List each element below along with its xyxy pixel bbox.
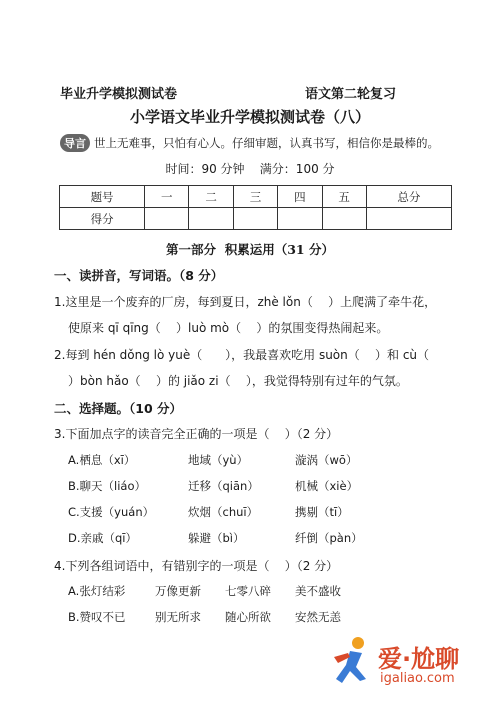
score-cell-header: 三 <box>233 186 277 208</box>
score-table <box>59 185 452 230</box>
q3-option-c-1: C.支援（yuán） <box>68 505 155 519</box>
time-line: 时间：90 分钟 满分：100 分 <box>165 162 335 176</box>
header-left: 毕业升学模拟测试卷 <box>60 87 178 102</box>
q3-option-d-3: 纤倒（pàn） <box>295 531 363 545</box>
q3-option-b-1: B.聊天（liáo） <box>68 479 147 493</box>
score-cell-header: 总分 <box>366 186 451 208</box>
section2-title: 二、选择题。（10 分） <box>54 401 182 416</box>
q4-option-b-4: 安然无恙 <box>295 610 341 624</box>
q3-option-c-2: 炊烟（chuī） <box>188 505 259 519</box>
q4-option-b-3: 随心所欲 <box>225 610 271 624</box>
intro-line <box>60 132 439 152</box>
score-cell-header: 一 <box>145 186 189 208</box>
intro-badge: 导言 <box>60 134 90 152</box>
score-row-label: 得分 <box>60 208 145 230</box>
q2-line2: ）bòn hǎo（ ）的 jiǎo zi（ ），我觉得特别有过年的气氛。 <box>68 374 408 388</box>
q1-line1: 1.这里是一个废弃的厂房，每到夏日，zhè lǒn（ ）上爬满了牵牛花， <box>54 295 437 309</box>
part-heading: 第一部分 积累运用（31 分） <box>166 242 334 257</box>
watermark-logo <box>328 635 488 695</box>
q3-option-a-1: A.栖息（xī） <box>68 453 136 467</box>
q3-option-d-1: D.亲戚（qī） <box>68 531 138 545</box>
score-cell <box>278 208 322 230</box>
score-cell-header: 四 <box>278 186 322 208</box>
q2-line1: 2.每到 hén dǒng lò yuè（ ），我最喜欢吃用 suòn（ ）和 cù（ <box>54 348 430 362</box>
runner-icon <box>328 635 376 691</box>
score-cell <box>322 208 366 230</box>
score-cell-header: 题号 <box>60 186 145 208</box>
watermark-url: igaliao.com <box>380 671 455 686</box>
q4-option-a-2: 万像更新 <box>155 584 201 598</box>
score-cell <box>189 208 233 230</box>
score-cell-header: 二 <box>189 186 233 208</box>
q3-stem: 3.下面加点字的读音完全正确的一项是（ ）（2 分） <box>54 427 339 441</box>
q4-option-b-1: B.赞叹不已 <box>68 610 126 624</box>
score-table-header-row <box>60 186 452 208</box>
section1-title: 一、读拼音，写词语。（8 分） <box>54 268 224 283</box>
score-cell <box>233 208 277 230</box>
page-title: 小学语文毕业升学模拟测试卷（八） <box>129 108 370 126</box>
header-right: 语文第二轮复习 <box>305 87 397 102</box>
q4-option-b-2: 别无所求 <box>155 610 201 624</box>
q3-option-c-3: 携剔（tī） <box>295 505 349 519</box>
intro-text: 世上无难事，只怕有心人。仔细审题，认真书写，相信你是最棒的。 <box>94 136 439 150</box>
q4-option-a-1: A.张灯结彩 <box>68 584 126 598</box>
q4-stem: 4.下列各组词语中，有错别字的一项是（ ）（2 分） <box>54 559 339 573</box>
q3-option-b-3: 机械（xiè） <box>295 479 359 493</box>
q4-option-a-4: 美不盛收 <box>295 584 341 598</box>
q3-option-d-2: 躲避（bì） <box>188 531 245 545</box>
score-cell-header: 五 <box>322 186 366 208</box>
q1-line2: 使原来 qī qīng（ ）luò mò（ ）的氛围变得热闹起来。 <box>68 321 389 335</box>
q3-option-b-2: 迁移（qiān） <box>188 479 259 493</box>
q3-option-a-3: 漩涡（wō） <box>295 453 358 467</box>
watermark-brand: 爱·尬聊 <box>378 645 460 673</box>
score-cell <box>366 208 451 230</box>
score-table-row <box>60 208 452 230</box>
q3-option-a-2: 地域（yù） <box>188 453 249 467</box>
score-cell <box>145 208 189 230</box>
q4-option-a-3: 七零八碎 <box>225 584 271 598</box>
